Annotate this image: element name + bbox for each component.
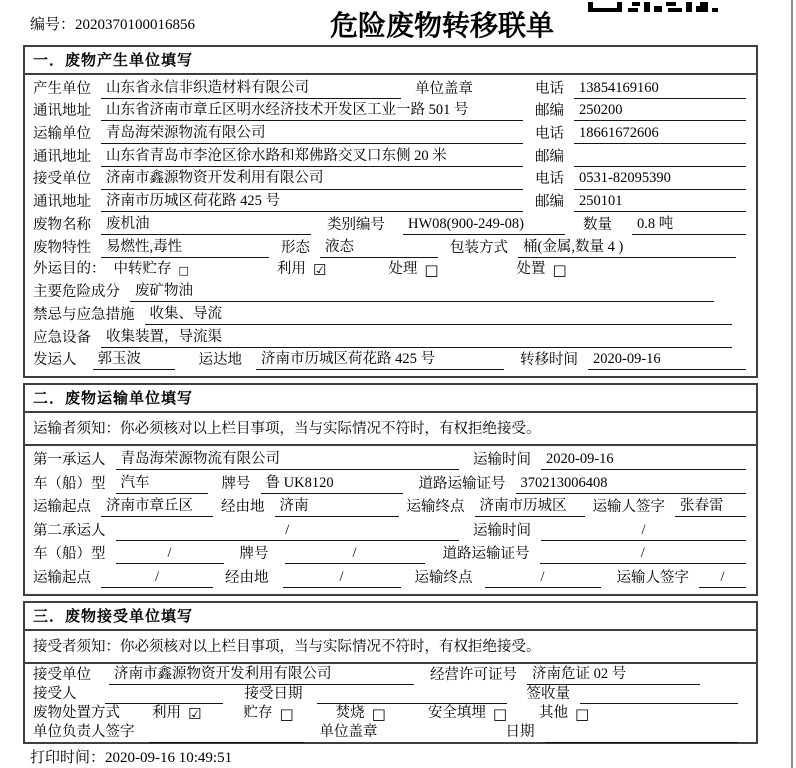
vehicle-type2-label: 车（船）型 <box>33 546 106 563</box>
responsible-sign-value <box>149 725 304 743</box>
checkbox-disposal-other-icon: □ <box>575 705 590 724</box>
section-transport <box>23 383 758 596</box>
row-receiver-address <box>25 192 756 212</box>
transport-time1-value: 2020-09-16 <box>541 450 746 470</box>
destination-label: 运达地 <box>198 352 242 369</box>
accept-unit-value: 济南市鑫源物资开发利用有限公司 <box>109 665 414 685</box>
receive-date-value <box>545 725 739 743</box>
row-disposal-method <box>25 704 756 723</box>
via1-value: 济南 <box>275 497 399 517</box>
first-carrier-label: 第一承运人 <box>33 452 106 469</box>
accept-date-label: 接受日期 <box>244 686 303 703</box>
section-receiver-header: 三．废物接受单位填写 <box>25 603 756 631</box>
row-producer <box>25 79 756 99</box>
disposal-option-burn: 焚烧 <box>335 705 365 722</box>
accept-date-value <box>317 686 507 704</box>
category-code-value: HW08(900-249-08) <box>403 215 565 235</box>
packing-value: 桶(金属,数量 4 ) <box>518 238 736 258</box>
plate1-label: 牌号 <box>221 475 251 492</box>
purpose-option-treat: 处理 <box>388 261 418 278</box>
accept-unit-label: 接受单位 <box>33 667 91 683</box>
acceptor-label: 接受人 <box>33 686 77 703</box>
row-first-carrier <box>25 450 756 470</box>
waste-character-value: 易燃性,毒性 <box>101 238 269 258</box>
emergency-equipment-label: 应急设备 <box>33 329 91 346</box>
producer-phone-label: 电话 <box>535 80 564 97</box>
row-receiver <box>25 169 756 189</box>
row-transporter-address <box>25 147 756 167</box>
checkbox-storage-icon: □ <box>178 264 189 278</box>
carrier-sign1-label: 运输人签字 <box>592 499 665 516</box>
producer-phone-value: 13854169160 <box>574 79 746 99</box>
checkbox-disposal-burn-icon: □ <box>371 705 386 724</box>
section-producer-body <box>25 75 756 376</box>
transporter-phone-value: 18661672606 <box>574 124 746 144</box>
transporter-address-label: 通讯地址 <box>33 148 91 165</box>
row-vehicle2 <box>25 544 756 564</box>
transport-time2-label: 运输时间 <box>473 522 531 539</box>
vehicle-type1-label: 车（船）型 <box>33 475 106 492</box>
section-receiver-body <box>25 664 756 746</box>
vehicle-type2-value: / <box>116 544 224 564</box>
checkbox-disposal-landfill-icon: □ <box>492 705 508 724</box>
page-right-edge <box>791 0 793 768</box>
row-route1 <box>25 497 756 517</box>
form-state-label: 形态 <box>281 239 310 256</box>
row-waste-character <box>25 238 756 258</box>
origin2-label: 运输起点 <box>33 569 91 586</box>
acceptor-value <box>105 686 223 704</box>
origin1-value: 济南市章丘区 <box>101 497 213 517</box>
packing-label: 包装方式 <box>450 239 508 256</box>
license-label: 经营许可证号 <box>430 667 517 683</box>
receiver-zip-value: 250101 <box>574 192 746 212</box>
carrier-sign1-value: 张春雷 <box>675 497 746 517</box>
purpose-option-storage: 中转贮存 <box>113 261 172 278</box>
license-value: 济南危证 02 号 <box>527 665 700 685</box>
transport-time2-value: / <box>541 521 746 541</box>
transporter-label: 运输单位 <box>33 126 91 143</box>
producer-address-value: 山东省济南市章丘区明水经济技术开发区工业一路 501 号 <box>101 101 523 121</box>
checkbox-use-checked-icon: ☑ <box>312 261 327 280</box>
section-transport-header: 二．废物运输单位填写 <box>25 385 756 413</box>
receiver-value: 济南市鑫源物资开发利用有限公司 <box>101 169 523 189</box>
origin2-value: / <box>101 568 213 588</box>
main-hazard-value: 废矿物油 <box>130 282 714 302</box>
form-number-value: 2020370100016856 <box>75 17 196 33</box>
waste-name-label: 废物名称 <box>33 216 91 233</box>
plate2-value: / <box>285 544 425 564</box>
row-waste-name <box>25 215 756 235</box>
end2-label: 运输终点 <box>414 569 473 586</box>
row-responsible-sign <box>25 723 756 742</box>
row-accept-unit <box>25 665 756 685</box>
quantity-value: 0.8 吨 <box>632 215 746 235</box>
receiver-address-label: 通讯地址 <box>33 194 91 211</box>
checkbox-dispose-icon: □ <box>552 261 567 280</box>
waste-name-value: 废机油 <box>101 215 311 235</box>
destination-value: 济南市历城区荷花路 425 号 <box>256 350 504 370</box>
first-carrier-value: 青岛海荣源物流有限公司 <box>116 450 460 470</box>
end1-value: 济南市历城区 <box>475 497 585 517</box>
transport-time1-label: 运输时间 <box>473 452 531 469</box>
row-vehicle1 <box>25 474 756 494</box>
section-transport-body <box>25 446 756 594</box>
emergency-equipment-value: 收集装置，导流渠 <box>101 328 732 348</box>
second-carrier-value: / <box>116 521 460 541</box>
section-producer <box>23 45 758 378</box>
row-producer-address <box>25 101 756 121</box>
form-state-value: 液态 <box>320 238 438 258</box>
receiver-phone-label: 电话 <box>535 171 564 188</box>
row-transporter <box>25 124 756 144</box>
disposal-option-landfill: 安全填埋 <box>427 705 486 722</box>
print-time <box>30 746 232 767</box>
section-receiver <box>23 601 758 744</box>
vehicle-type1-value: 汽车 <box>116 474 208 494</box>
form-number-label: 编号： <box>30 17 76 33</box>
transporter-address-value: 山东省青岛市李沧区徐水路和郑佛路交叉口东侧 20 米 <box>101 147 523 167</box>
transfer-time-label: 转移时间 <box>520 352 578 369</box>
transfer-purpose-label: 外运目的： <box>33 261 106 278</box>
road-cert1-value: 370213006408 <box>516 474 747 494</box>
signed-quantity-value <box>580 686 738 704</box>
end2-value: / <box>485 568 601 588</box>
qr-code-icon <box>588 0 718 18</box>
page-title: 危险废物转移联单 <box>330 11 555 42</box>
category-code-label: 类别编号 <box>327 216 385 233</box>
unit-seal-label: 单位盖章 <box>415 80 473 97</box>
transfer-time-value: 2020-09-16 <box>588 350 746 370</box>
print-time-value: 2020-09-16 10:49:51 <box>105 750 233 766</box>
row-shipper <box>25 350 756 370</box>
row-emergency-equipment <box>25 328 756 348</box>
print-time-label: 打印时间： <box>30 750 106 766</box>
checkbox-treat-icon: □ <box>424 261 439 280</box>
producer-value: 山东省永信非织造材料有限公司 <box>101 79 401 99</box>
receive-date-label: 日期 <box>505 724 535 741</box>
road-cert2-label: 道路运输证号 <box>442 546 530 563</box>
producer-address-label: 通讯地址 <box>33 103 91 120</box>
quantity-label: 数量 <box>583 216 612 233</box>
receiver-zip-label: 邮编 <box>535 194 564 211</box>
transporter-zip-label: 邮编 <box>535 148 564 165</box>
receiver-seal-label: 单位盖章 <box>319 724 378 741</box>
transport-notice: 运输者须知：你必须核对以上栏目事项，当与实际情况不符时，有权拒绝接受。 <box>25 413 756 446</box>
disposal-option-store: 贮存 <box>243 705 273 722</box>
checkbox-disposal-use-checked-icon: ☑ <box>188 705 202 724</box>
row-transfer-purpose <box>25 260 756 279</box>
form-number <box>30 13 195 34</box>
emergency-measures-value: 收集、导流 <box>145 305 733 325</box>
transporter-value: 青岛海荣源物流有限公司 <box>101 124 523 144</box>
receiver-notice: 接受者须知：你必须核对以上栏目事项，当与实际情况不符时，有权拒绝接受。 <box>25 631 756 664</box>
row-route2 <box>25 568 756 588</box>
receiver-phone-value: 0531-82095390 <box>574 169 746 189</box>
disposal-option-use: 利用 <box>152 705 181 722</box>
via2-value: / <box>283 568 401 588</box>
shipper-value: 郭玉波 <box>93 350 175 370</box>
responsible-sign-label: 单位负责人签字 <box>33 724 135 741</box>
second-carrier-label: 第二承运人 <box>33 522 106 539</box>
row-emergency-measures <box>25 305 756 325</box>
plate2-label: 牌号 <box>239 546 269 563</box>
via1-label: 经由地 <box>221 499 265 516</box>
plate1-value: 鲁 UK8120 <box>261 474 403 494</box>
road-cert1-label: 道路运输证号 <box>418 475 506 492</box>
disposal-method-label: 废物处置方式 <box>33 705 120 722</box>
main-hazard-label: 主要危险成分 <box>33 284 120 301</box>
row-acceptor <box>25 685 756 704</box>
signed-quantity-label: 签收量 <box>526 686 570 703</box>
producer-zip-value: 250200 <box>574 101 746 121</box>
transporter-zip-value <box>574 149 746 167</box>
producer-zip-label: 邮编 <box>535 103 564 120</box>
purpose-option-use: 利用 <box>276 261 306 278</box>
via2-label: 经由地 <box>225 569 269 586</box>
carrier-sign2-value: / <box>699 568 746 588</box>
waste-character-label: 废物特性 <box>33 239 91 256</box>
producer-label: 产生单位 <box>33 80 91 97</box>
receiver-label: 接受单位 <box>33 171 91 188</box>
disposal-option-other: 其他 <box>539 705 569 722</box>
row-second-carrier <box>25 521 756 541</box>
road-cert2-value: / <box>540 544 747 564</box>
shipper-label: 发运人 <box>33 352 77 369</box>
section-producer-header: 一．废物产生单位填写 <box>25 47 756 75</box>
purpose-option-dispose: 处置 <box>516 261 546 278</box>
carrier-sign2-label: 运输人签字 <box>616 569 689 586</box>
row-main-hazard <box>25 282 756 302</box>
checkbox-disposal-store-icon: □ <box>279 705 294 724</box>
origin1-label: 运输起点 <box>33 499 91 516</box>
transporter-phone-label: 电话 <box>535 126 564 143</box>
end1-label: 运输终点 <box>406 499 465 516</box>
emergency-measures-label: 禁忌与应急措施 <box>33 306 135 323</box>
receiver-address-value: 济南市历城区荷花路 425 号 <box>101 192 523 212</box>
